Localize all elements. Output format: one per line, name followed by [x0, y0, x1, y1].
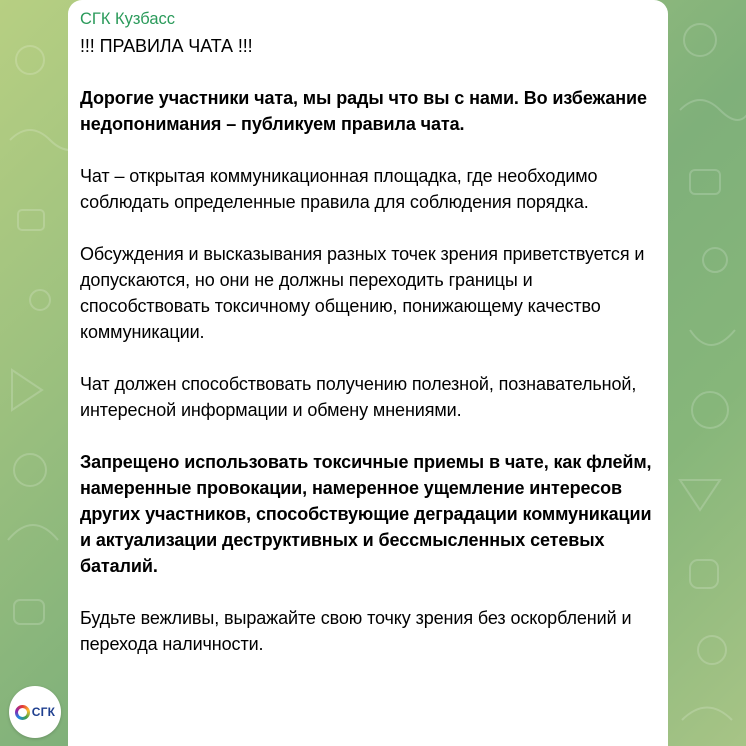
sender-name[interactable]: СГК Кузбасс: [80, 10, 176, 28]
message-paragraph: Будьте вежливы, выражайте свою точку зрения без оскорблений и перехода наличности.: [80, 608, 632, 654]
rules-title: !!! ПРАВИЛА ЧАТА !!!: [80, 36, 253, 56]
avatar[interactable]: [9, 686, 61, 738]
message-bubble[interactable]: [68, 0, 668, 746]
sgk-logo-icon: [15, 705, 30, 720]
message-paragraph: Запрещено использовать токсичные приемы в чате, как флейм, намеренные провокации, намеренное ущемление интересов других участников, способствующие деградации коммуникации и актуализации деструктивных и бессмысленных сетевых баталий.: [80, 452, 652, 576]
message-paragraph: Обсуждения и высказывания разных точек зрения приветствуется и допускаются, но они не должны переходить границы и способствовать токсичному общению, понижающему качество коммуникации.: [80, 244, 645, 342]
message-paragraph: Чат – открытая коммуникационная площадка, где необходимо соблюдать определенные правила для соблюдения порядка.: [80, 166, 598, 212]
message-paragraph: Дорогие участники чата, мы рады что вы с нами. Во избежание недопонимания – публикуем правила чата.: [80, 88, 647, 134]
avatar-label: СГК: [31, 705, 56, 719]
message-text: [80, 33, 654, 657]
message-paragraph: Чат должен способствовать получению полезной, познавательной, интересной информации и обмену мнениями.: [80, 374, 637, 420]
